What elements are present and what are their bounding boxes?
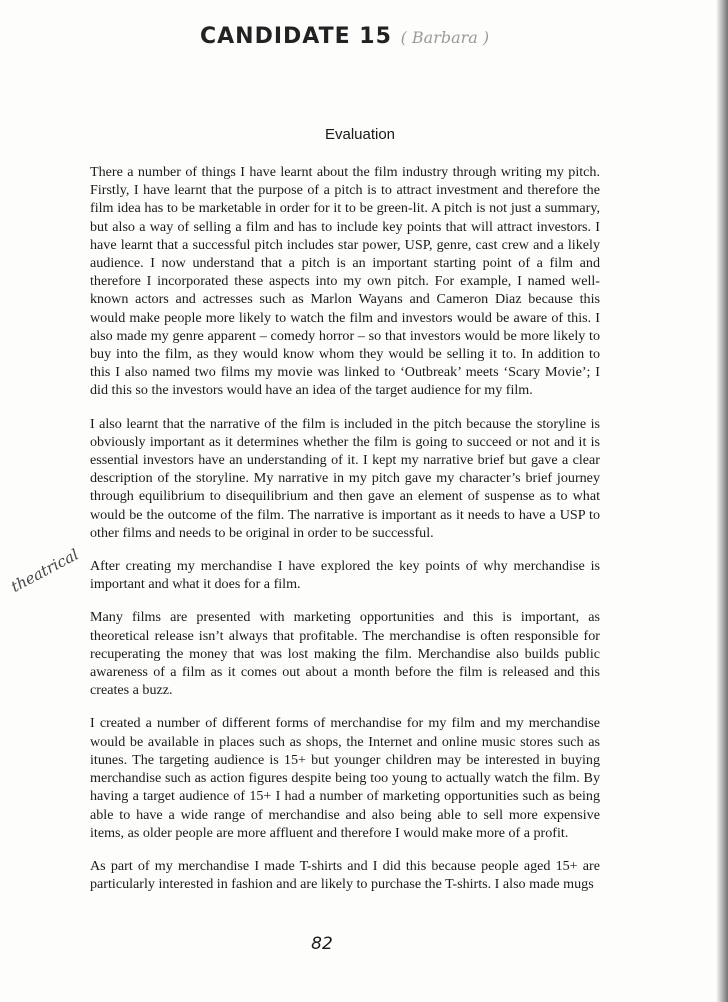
paragraph: I created a number of different forms of merchandise for my film and my merchandise would be available in places such as shops, the Internet and online music stores such as itunes. The targeting audience is 15+ but younger children may be interested in buying merchandise such as action figures despite being too young to actually watch the film. By having a target audience of 15+ I had a number of marketing opportunities such as being able to have a wide range of merchandise and also being able to sell more expensive items, as older people are more affluent and therefore I would make more of a profit. [90,715,600,841]
candidate-header [200,24,489,49]
paragraph: As part of my merchandise I made T-shirts and I did this because people aged 15+ are particularly interested in fashion and are likely to purchase the T-shirts. I also made mugs [90,857,600,893]
margin-annotation: theatrical [8,545,82,596]
paragraph: There a number of things I have learnt about the film industry through writing my pitch. Firstly, I have learnt that the purpose of a pitch is to attract investment and therefore the film idea has to be marketable in order for it to be green-lit. A pitch is not just a summary, but also a way of selling a film and has to include key points that will attract investors. I have learnt that a successful pitch includes star power, USP, genre, cast crew and a likely audience. I now understand that a pitch is an important starting point of a film and therefore I incorporated these aspects into my own pitch. For example, I named well-known actors and actresses such as Marlon Wayans and Cameron Diaz because this would make people more likely to watch the film and investors would be aware of this. I also made my genre apparent – comedy horror – so that investors would be more likely to buy into the film, as they would know whom they would be selling it to. In addition to this I also named two films my movie was linked to ‘Outbreak’ meets ‘Scary Movie’; I did this so the investors would have an idea of the target audience for my film. [90,164,600,399]
candidate-label: CANDIDATE 15 [200,24,392,49]
document-body [90,163,600,908]
page-number: 82 [311,934,333,954]
paragraph: I also learnt that the narrative of the film is included in the pitch because the storyline is obviously important as it determines whether the film is going to succeed or not and it is essential investors have an understanding of it. I kept my narrative brief but gave a clear description of the storyline. My narrative in my pitch gave my character’s brief journey through equilibrium to disequilibrium and then gave an element of suspense as to what would be the outcome of the film. The narrative is important as it needs to have a USP to other films and needs to be original in order to be successful. [90,415,600,541]
paragraph: After creating my merchandise I have explored the key points of why merchandise is important and what it does for a film. [90,558,600,593]
page-edge-shadow [716,0,728,1002]
paragraph: Many films are presented with marketing opportunities and this is important, as theoretical release isn’t always that profitable. The merchandise is often responsible for recuperating the money that was lost making the film. Merchandise also builds public awareness of a film as it comes out about a month before the film is released and this creates a buzz. [90,609,600,699]
handwritten-annotation: ( Barbara ) [400,28,490,47]
page-title: Evaluation [324,126,396,143]
